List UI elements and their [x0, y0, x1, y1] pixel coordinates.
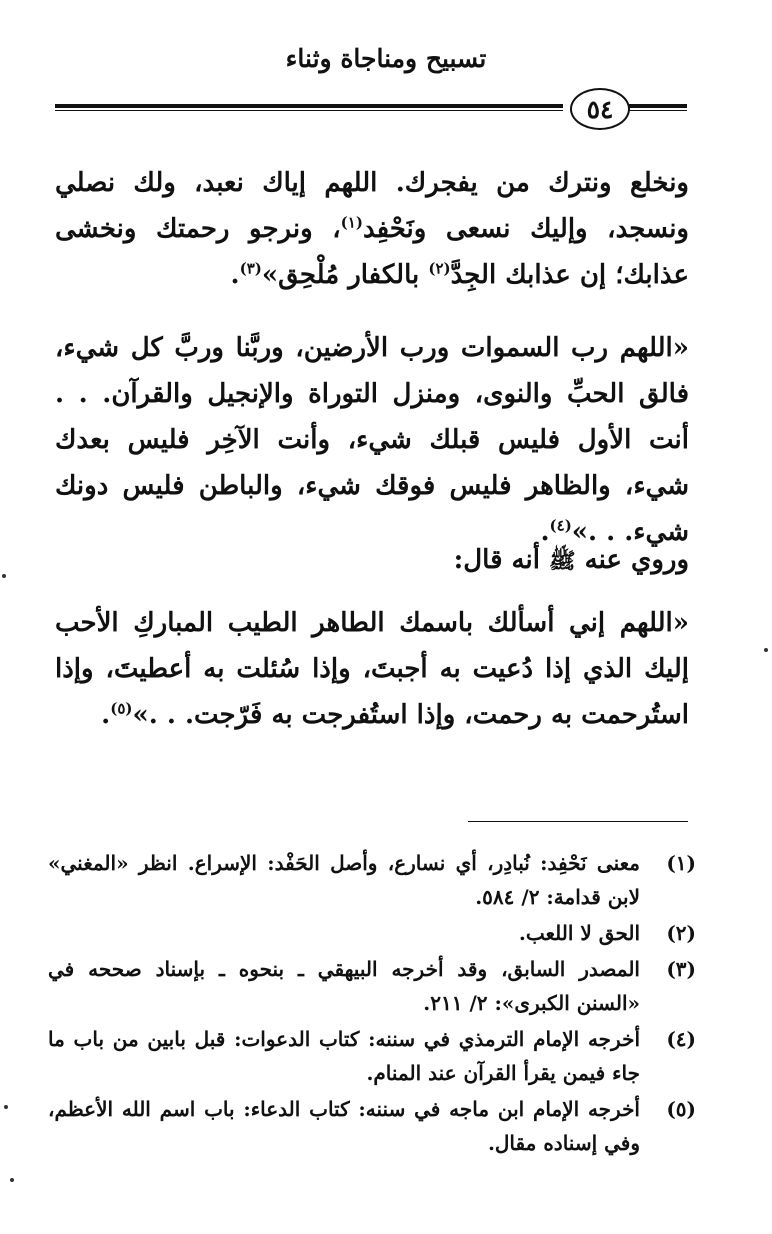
footnotes-list: [48, 846, 696, 1162]
scan-speck: [4, 1105, 8, 1109]
p1-text-b: ، ونرجو رحمتك ونخشى عذابك؛ إن عذابك الجِدَّ: [55, 214, 689, 290]
paragraph-2: [55, 325, 689, 555]
footnote-item: [48, 846, 696, 914]
footnote-number: (٣): [666, 957, 696, 981]
footnote-separator: [468, 821, 688, 822]
p2-text-b: .: [540, 517, 550, 547]
scan-speck: [10, 1178, 14, 1182]
footnote-ref-1[interactable]: (١): [340, 213, 363, 232]
p1-text-d: .: [230, 260, 240, 290]
footnote-number: (٤): [666, 1027, 696, 1051]
footnote-item: [48, 1092, 696, 1160]
p2-text-a: «اللهم رب السموات ورب الأرضين، وربَّنا وربَّ كل شيء، فالق الحبِّ والنوى، ومنزل التوراة والإنجيل والقرآن. . . أنت الأول فليس قبلك شيء، وأنت الآخِر فليس بعدك شيء، والظاهر فليس فوقك شيء، والباطن فليس دونك شيء. . .»: [55, 333, 689, 547]
p1-text-c: بالكفار مُلْحِق»: [261, 260, 429, 290]
footnote-ref-3[interactable]: (٣): [239, 259, 262, 278]
scan-speck: [2, 574, 6, 578]
p1-text-a: ونخلع ونترك من يفجرك. اللهم إياك نعبد، ولك نصلي ونسجد، وإليك نسعى ونَحْفِد: [55, 168, 689, 244]
footnote-number: (١): [666, 851, 696, 875]
footnote-number: (٥): [666, 1097, 696, 1121]
footnote-number: (٢): [666, 921, 696, 945]
running-title: تسبيح ومناجاة وثناء: [285, 44, 487, 73]
footnote-item: [48, 1022, 696, 1090]
p3-text-a: وروي عنه: [575, 545, 689, 575]
footnote-ref-2[interactable]: (٢): [428, 259, 451, 278]
p4-text-b: .: [101, 700, 111, 730]
header-rule-left: [55, 104, 563, 111]
p3-text-b: أنه قال:: [453, 545, 549, 575]
paragraph-4: [55, 600, 689, 738]
p4-text-a: «اللهم إني أسألك باسمك الطاهر الطيب المباركِ الأحب إليك الذي إذا دُعيت به أجبتَ، وإذا سُئلت به أعطيتَ، وإذا استُرحمت به رحمت، وإذا استُفرجت به فَرّجت. . .»: [55, 608, 689, 730]
scan-speck: [764, 648, 768, 652]
footnote-text: أخرجه الإمام ابن ماجه في سننه: كتاب الدعاء: باب اسم الله الأعظم، وفي إسناده مقال.: [48, 1097, 640, 1155]
footnote-item: [48, 952, 696, 1020]
paragraph-3: [55, 537, 689, 584]
footnote-text: المصدر السابق، وقد أخرجه البيهقي ـ بنحوه ـ بإسناد صححه في «السنن الكبرى»: ٢/ ٢١١.: [48, 957, 640, 1015]
paragraph-1: [55, 160, 689, 298]
footnote-item: [48, 916, 696, 950]
header-rule-right: [629, 104, 687, 111]
footnote-text: الحق لا اللعب.: [518, 921, 640, 945]
salawat-glyph: ﷺ: [549, 548, 576, 574]
footnote-ref-5[interactable]: (٥): [110, 699, 133, 718]
header-rule: [55, 88, 687, 128]
footnote-text: أخرجه الإمام الترمذي في سننه: كتاب الدعوات: قبل بابين من باب ما جاء فيمن يقرأ القرآن عند المنام.: [48, 1027, 640, 1085]
footnote-text: معنى نَحْفِد: نُبادِر، أي نسارع، وأصل الحَفْد: الإسراع. انظر «المغني» لابن قدامة: ٢/ ٥٨٤.: [48, 851, 640, 909]
footnote-ref-4[interactable]: (٤): [549, 516, 572, 535]
page-number: ٥٤: [570, 88, 630, 130]
